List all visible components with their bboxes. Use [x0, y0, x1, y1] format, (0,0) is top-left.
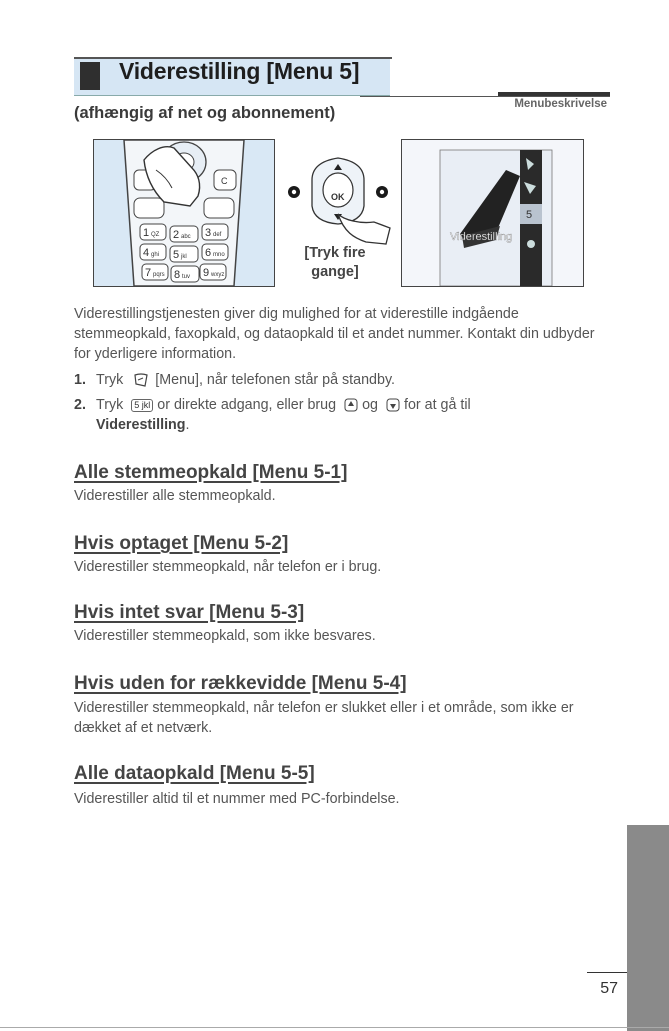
step-2: [74, 395, 614, 435]
key-8-label: 8: [174, 269, 181, 281]
keypad-illustration: [93, 139, 275, 287]
step-1: [74, 370, 614, 390]
step-2-post: for at gå til: [403, 397, 471, 413]
navigation-key-illustration: [282, 150, 397, 250]
hand-press-icon: [338, 214, 390, 244]
key-7-label: 7: [145, 267, 152, 279]
section-desc-5-1: Viderestiller alle stemmeopkald.: [74, 488, 276, 504]
header-square: [80, 62, 100, 90]
section-label: Menubeskrivelse: [514, 98, 607, 110]
step-1-post: [Menu], når telefonen står på standby.: [155, 372, 396, 388]
caption-line-1: [Tryk fire: [304, 245, 366, 261]
section-desc-5-3: Viderestiller stemmeopkald, som ikke besvares.: [74, 628, 376, 644]
page-number-rule: [587, 972, 627, 973]
key-9-letters: wxyz: [211, 272, 225, 278]
nav-down-icon: [386, 398, 400, 412]
section-desc-5-2: Viderestiller stemmeopkald, når telefon er i brug.: [74, 559, 382, 575]
key-1-label: 1: [143, 227, 150, 239]
step-1-pre: Tryk: [96, 372, 124, 388]
keypad-svg: [94, 140, 274, 286]
step-2-pre: Tryk: [96, 397, 124, 413]
key-6-letters: mno: [213, 252, 225, 258]
section-heading-5-3: Hvis intet svar [Menu 5-3]: [74, 602, 305, 623]
section-heading-5-5: Alle dataopkald [Menu 5-5]: [74, 763, 315, 784]
page-title: Viderestilling [Menu 5]: [119, 58, 360, 84]
key-2-label: 2: [173, 229, 180, 241]
key-4-label: 4: [143, 247, 150, 259]
page-number: 57: [600, 980, 618, 997]
section-heading-5-4: Hvis uden for rækkevidde [Menu 5-4]: [74, 673, 407, 694]
section-desc-5-5: Viderestiller altid til et nummer med PC-forbindelse.: [74, 791, 400, 807]
screen-label: Viderestilling: [450, 231, 513, 243]
bottom-rule: [0, 1027, 669, 1028]
step-2-mid: or direkte adgang, eller brug: [157, 397, 337, 413]
step-2-number: 2.: [74, 397, 86, 413]
key-5-icon: 5 jkl: [131, 399, 153, 412]
section-heading-5-2: Hvis optaget [Menu 5-2]: [74, 533, 289, 554]
caption-line-2: gange]: [311, 264, 359, 280]
key-9-label: 9: [203, 267, 210, 279]
screen-illustration: [401, 139, 584, 287]
page-tab: [627, 825, 669, 1031]
key-8-letters: tuv: [182, 274, 191, 280]
figure-caption: [290, 244, 380, 282]
key-3-label: 3: [205, 227, 212, 239]
ok-label: OK: [331, 192, 345, 202]
key-c-label: C: [221, 176, 228, 186]
step-2-end: .: [185, 417, 190, 433]
page-subtitle: (afhængig af net og abonnement): [74, 104, 336, 122]
key-5-label: 5: [173, 249, 180, 261]
screen-svg: [402, 140, 583, 286]
screen-digit: 5: [526, 209, 533, 221]
key-2-letters: abc: [181, 234, 191, 240]
key-3-letters: def: [213, 232, 222, 238]
section-desc-5-4: Viderestiller stemmeopkald, når telefon er slukket eller i et område, som ikke er dækket af et netværk.: [74, 700, 574, 736]
section-heading-5-1: Alle stemmeopkald [Menu 5-1]: [74, 462, 348, 483]
step-2-target: Viderestilling: [96, 417, 186, 433]
key-5-letters: jkl: [181, 254, 187, 260]
header-rule: [360, 96, 610, 97]
soft-key-icon: [133, 372, 149, 388]
intro-paragraph: Viderestillingstjenesten giver dig mulighed for at viderestille indgående stemmeopkald, faxopkald, og dataopkald til et andet nummer. Kontakt din udbyder for yderligere information.: [74, 306, 595, 362]
key-7-letters: pqrs: [153, 272, 165, 278]
nav-up-icon: [344, 398, 358, 412]
step-2-og: og: [362, 397, 378, 413]
key-6-label: 6: [205, 247, 212, 259]
key-1-letters: QZ: [151, 232, 160, 238]
key-4-letters: ghi: [151, 252, 160, 258]
step-1-number: 1.: [74, 372, 86, 388]
menu-icon-3: [527, 240, 535, 248]
